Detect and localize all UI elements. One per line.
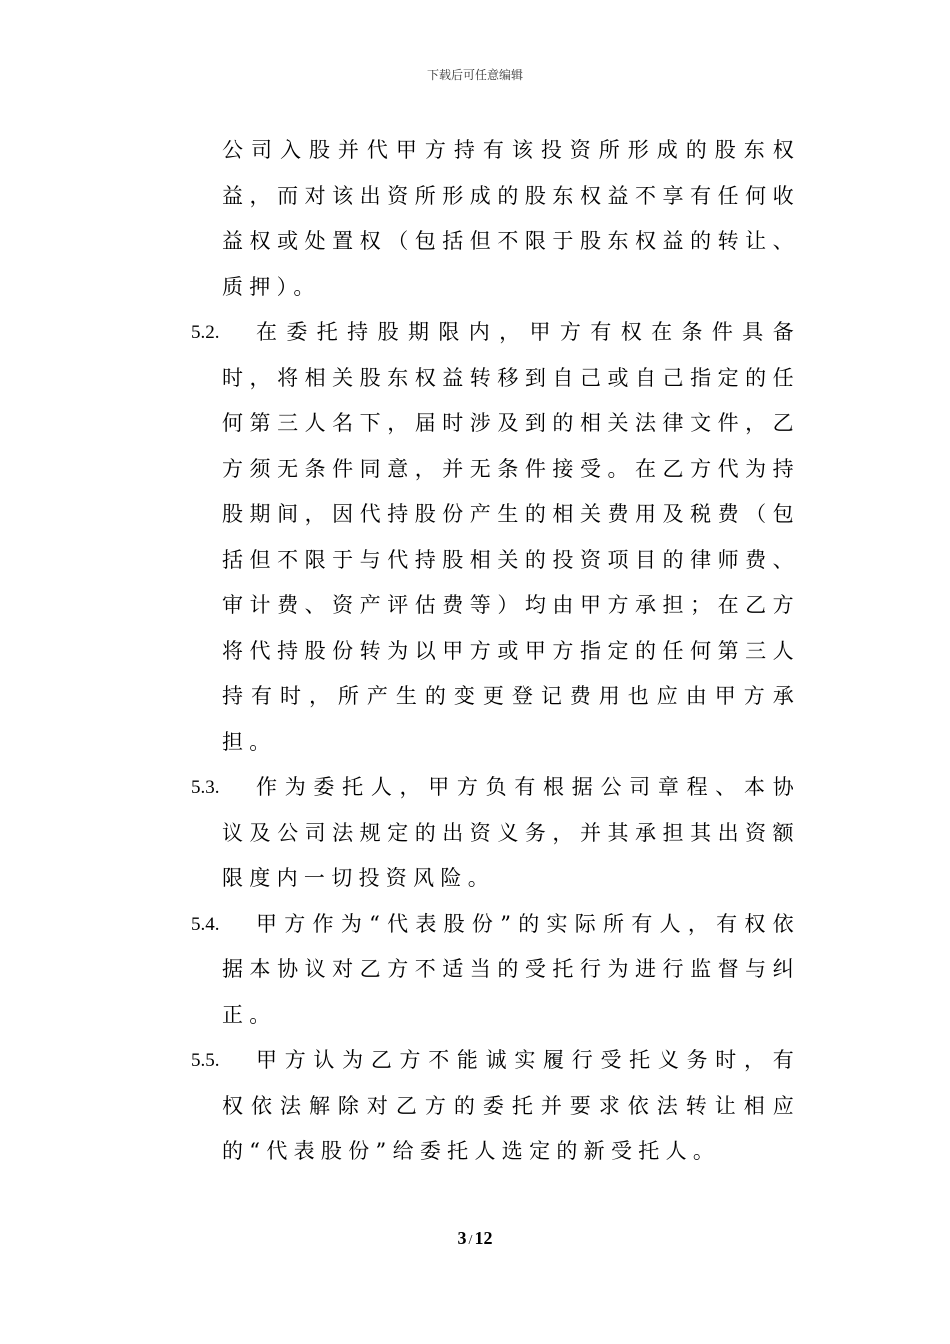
page-total: 12 xyxy=(474,1228,493,1248)
clause-5-4 xyxy=(0,902,950,1039)
clause-5-2 xyxy=(0,310,950,765)
clause-text: 作为委托人，甲方负有根据公司章程、本协议及公司法规定的出资义务，并其承担其出资额限度内一切投资风险。 xyxy=(222,775,800,890)
document-body xyxy=(0,128,950,1175)
clause-text: 甲方认为乙方不能诚实履行受托义务时，有权依法解除对乙方的委托并要求依法转让相应的“代表股份”给委托人选定的新受托人。 xyxy=(222,1048,800,1163)
clause-number: 5.2. xyxy=(191,322,220,343)
page-number xyxy=(0,1228,950,1249)
clause-number: 5.3. xyxy=(191,777,220,798)
paragraph-text: 公司入股并代甲方持有该投资所形成的股东权益，而对该出资所形成的股东权益不享有任何收益权或处置权（包括但不限于股东权益的转让、质押）。 xyxy=(222,138,800,299)
clause-5-3 xyxy=(0,765,950,902)
clause-number: 5.4. xyxy=(191,913,220,935)
clause-5-5 xyxy=(0,1038,950,1175)
paragraph-continuation xyxy=(0,128,950,310)
clause-text: 在委托持股期限内，甲方有权在条件具备时，将相关股东权益转移到自己或自己指定的任何第三人名下，届时涉及到的相关法律文件，乙方须无条件同意，并无条件接受。在乙方代为持股期间，因代持股份产生的相关费用及税费（包括但不限于与代持股相关的投资项目的律师费、审计费、资产评估费等）均由甲方承担；在乙方将代持股份转为以甲方或甲方指定的任何第三人持有时，所产生的变更登记费用也应由甲方承担。 xyxy=(222,320,800,754)
page-current: 3 xyxy=(457,1228,467,1248)
page-separator: / xyxy=(468,1233,473,1248)
clause-text: 甲方作为“代表股份”的实际所有人，有权依据本协议对乙方不适当的受托行为进行监督与纠正。 xyxy=(222,911,800,1027)
page-header-note: 下载后可任意编辑 xyxy=(426,68,523,82)
clause-number: 5.5. xyxy=(191,1050,220,1071)
